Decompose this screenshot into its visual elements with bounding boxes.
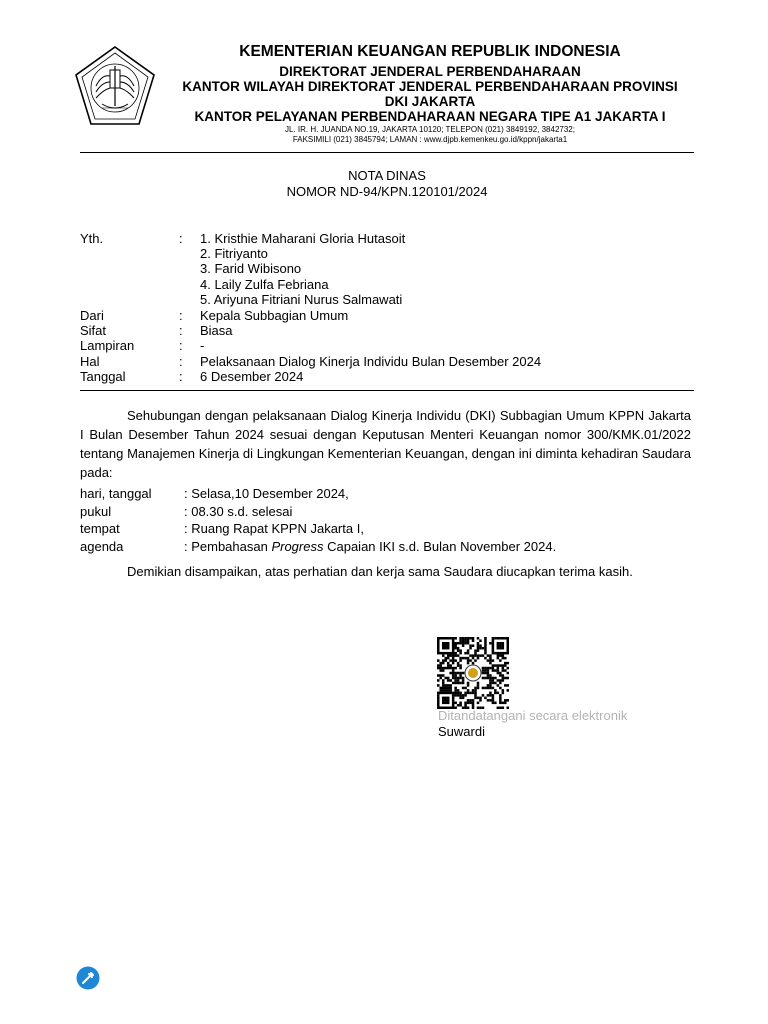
address-line1: JL. IR. H. JUANDA NO.19, JAKARTA 10120; TELEPON (021) 3849192, 3842732; [285, 125, 575, 134]
dari-label: Dari [80, 308, 104, 323]
hari-label: hari, tanggal [80, 486, 152, 501]
hal-value: Pelaksanaan Dialog Kinerja Individu Bulan Desember 2024 [200, 354, 542, 369]
memo-number: NOMOR ND-94/KPN.120101/2024 [286, 184, 488, 199]
ministry-logo [72, 44, 158, 130]
yth-colon: : [179, 231, 183, 246]
ministry-name: KEMENTERIAN KEUANGAN REPUBLIK INDONESIA [239, 43, 621, 60]
recipient-item: 4. Laily Zulfa Febriana [200, 277, 329, 292]
agenda-prefix: : Pembahasan [184, 539, 272, 554]
pukul-value: : 08.30 s.d. selesai [184, 504, 293, 519]
directorate-name: DIREKTORAT JENDERAL PERBENDAHARAAN [279, 64, 581, 79]
sifat-colon: : [179, 323, 183, 338]
signer-name: Suwardi [438, 724, 485, 739]
hal-label: Hal [80, 354, 100, 369]
agenda-suffix: Capaian IKI s.d. Bulan November 2024. [323, 539, 557, 554]
tempat-label: tempat [80, 521, 120, 536]
hal-colon: : [179, 354, 183, 369]
closing-paragraph: Demikian disampaikan, atas perhatian dan kerja sama Saudara diucapkan terima kasih. [127, 564, 633, 579]
agenda-label: agenda [80, 539, 124, 554]
recipient-item: 3. Farid Wibisono [200, 261, 302, 276]
yth-label: Yth. [80, 231, 104, 246]
intro-paragraph: Sehubungan dengan pelaksanaan Dialog Kinerja Individu (DKI) Subbagian Umum KPPN Jakarta I Bulan Desember Tahun 2024 sesuai dengan Keputusan Menteri Keuangan nomor 300/KMK.01/2022 tentang Manajemen Kinerja di Lingkungan Kementerian Keuangan, dengan ini diminta kehadiran Saudara pada: [80, 408, 691, 480]
hari-value: : Selasa,10 Desember 2024, [184, 486, 349, 501]
agenda-value [184, 539, 556, 554]
pukul-label: pukul [80, 504, 112, 519]
memo-title: NOTA DINAS [348, 168, 426, 183]
lampiran-label: Lampiran [80, 338, 135, 353]
tempat-value: : Ruang Rapat KPPN Jakarta I, [184, 521, 364, 536]
signature-note: Ditandatangani secara elektronik [438, 708, 628, 723]
recipient-item: 2. Fitriyanto [200, 246, 268, 261]
tanggal-value: 6 Desember 2024 [200, 369, 304, 384]
address-line2: FAKSIMILI (021) 3845794; LAMAN : www.djpb.kemenkeu.go.id/kppn/jakarta1 [292, 135, 568, 144]
sifat-value: Biasa [200, 323, 233, 338]
lampiran-colon: : [179, 338, 183, 353]
regional-office-line2: DKI JAKARTA [384, 94, 476, 109]
header-divider [80, 152, 694, 153]
dari-colon: : [179, 308, 183, 323]
regional-office-line1: KANTOR WILAYAH DIREKTORAT JENDERAL PERBENDAHARAAN PROVINSI [182, 79, 678, 94]
fields-divider [80, 390, 694, 391]
service-office-name: KANTOR PELAYANAN PERBENDAHARAAN NEGARA TIPE A1 JAKARTA I [194, 109, 666, 124]
agenda-italic: Progress [271, 539, 324, 554]
e-sign-badge-icon [76, 966, 100, 990]
recipient-item: 1. Kristhie Maharani Gloria Hutasoit [200, 231, 406, 246]
lampiran-value: - [200, 338, 205, 353]
tanggal-colon: : [179, 369, 183, 384]
recipient-item: 5. Ariyuna Fitriani Nurus Salmawati [200, 292, 403, 307]
qr-code-icon [437, 637, 509, 709]
sifat-label: Sifat [80, 323, 107, 338]
dari-value: Kepala Subbagian Umum [200, 308, 349, 323]
tanggal-label: Tanggal [80, 369, 126, 384]
